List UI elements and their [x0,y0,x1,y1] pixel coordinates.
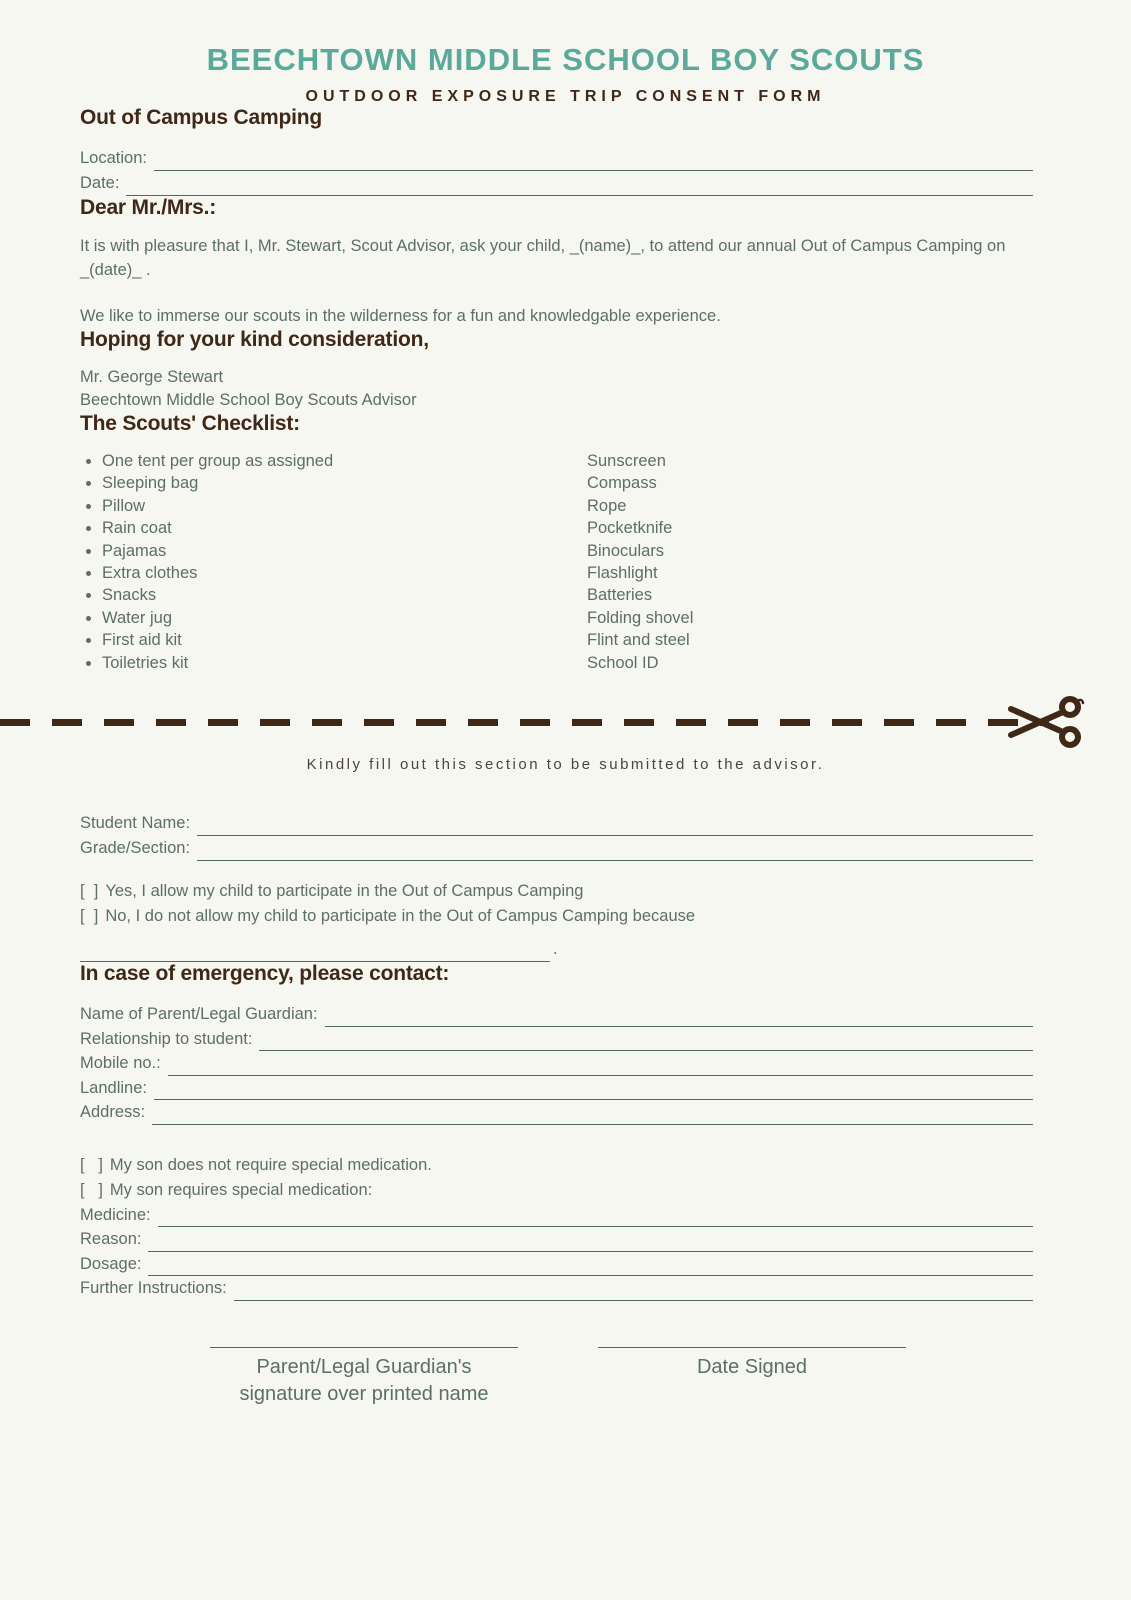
cut-line-row [0,694,1131,750]
requires-medication-label: My son requires special medication: [109,1180,373,1199]
reason-field-row [80,1227,1033,1252]
masthead [0,0,1131,106]
mobile-field-row [80,1051,1033,1076]
consent-reason-suffix: . [553,940,558,959]
trip-heading: Out of Campus Camping [80,106,322,129]
emergency-heading: In case of emergency, please contact: [80,962,450,986]
landline-input-line[interactable] [154,1080,1033,1100]
checklist-item: First aid kit [80,629,587,651]
signature-section [0,1347,1131,1408]
grade-section-label: Grade/Section: [80,839,191,858]
landline-label: Landline: [80,1078,147,1097]
relationship-input-line[interactable] [259,1031,1033,1051]
student-name-input-line[interactable] [197,816,1033,836]
guardian-signature-line[interactable] [210,1347,518,1348]
medicine-label: Medicine: [80,1205,151,1224]
trip-info-section [0,106,1131,196]
medicine-field-row [80,1203,1033,1228]
consent-yes-row [80,879,1033,904]
advisor-name: Mr. George Stewart [80,368,224,386]
further-instructions-label: Further Instructions: [80,1279,227,1298]
consent-yes-label: Yes, I allow my child to participate in the Out of Campus Camping [105,882,584,901]
scissors-icon [1003,694,1089,750]
date-signed-block [598,1347,906,1408]
location-field-row [80,146,1033,171]
consent-no-label: No, I do not allow my child to participate in the Out of Campus Camping because [105,907,696,926]
address-field-row [80,1100,1033,1125]
checklist-item: Folding shovel [587,608,694,627]
grade-section-input-line[interactable] [197,841,1033,861]
guardian-signature-block [210,1347,518,1408]
student-name-label: Student Name: [80,814,191,833]
landline-field-row [80,1076,1033,1101]
address-label: Address: [80,1103,146,1122]
page-subtitle: OUTDOOR EXPOSURE TRIP CONSENT FORM [305,88,826,105]
no-medication-label: My son does not require special medication. [109,1155,432,1174]
letter-closing: Hoping for your kind consideration, [80,328,429,351]
reason-input-line[interactable] [148,1232,1033,1252]
checklist-item: Pillow [80,495,587,517]
checklist-item: Extra clothes [80,562,587,584]
guardian-name-label: Name of Parent/Legal Guardian: [80,1005,318,1024]
consent-reason-input-line[interactable] [80,942,550,962]
checklist-item: Sunscreen [587,452,666,470]
letter-paragraph-2: We like to immerse our scouts in the wilderness for a fun and knowledgable experience. [80,307,721,325]
checklist-item: Pocketknife [587,519,673,538]
guardian-signature-caption-line2: signature over printed name [239,1382,489,1405]
checklist-left-column [80,450,587,674]
advisor-title: Beechtown Middle School Boy Scouts Advisor [80,391,417,409]
dosage-input-line[interactable] [148,1256,1033,1276]
mobile-label: Mobile no.: [80,1054,161,1073]
advisor-signature-block [80,366,1033,412]
address-input-line[interactable] [152,1105,1033,1125]
location-input-line[interactable] [154,151,1033,171]
relationship-field-row [80,1027,1033,1052]
checklist-item: Flint and steel [587,631,690,650]
checklist-item: Compass [587,474,657,493]
letter-section [0,196,1131,412]
date-label: Date: [80,174,120,192]
page-title: BEECHTOWN MIDDLE SCHOOL BOY SCOUTS [206,42,925,77]
checklist-item: School ID [587,653,659,672]
further-instructions-field-row [80,1276,1033,1301]
date-field-row [80,171,1033,196]
checklist-section [0,412,1131,674]
date-input-line[interactable] [126,176,1033,196]
checklist-item: Pajamas [80,540,587,562]
checklist-item: Snacks [80,584,587,606]
checklist-item: Flashlight [587,564,658,583]
guardian-signature-caption-line1: Parent/Legal Guardian's [256,1355,472,1378]
requires-medication-checkbox[interactable]: [ ] [80,1180,103,1199]
student-section [0,811,1131,962]
requires-medication-row [80,1178,1033,1203]
checklist-item: Toiletries kit [80,652,587,674]
consent-reason-row [80,937,1033,962]
consent-no-checkbox[interactable]: [ ] [80,907,99,926]
no-medication-row [80,1153,1033,1178]
letter-paragraph-1: It is with pleasure that I, Mr. Stewart, Scout Advisor, ask your child, _(name)_, to attend our annual Out of Campus Camping on _(date)_ . [80,237,1006,279]
emergency-section [0,962,1131,1301]
relationship-label: Relationship to student: [80,1029,253,1048]
checklist-heading: The Scouts' Checklist: [80,412,300,435]
salutation: Dear Mr./Mrs.: [80,196,217,219]
date-signed-caption: Date Signed [696,1355,808,1378]
checklist-item: Batteries [587,586,653,605]
dashed-cut-line [0,719,1049,726]
checklist-right-column [587,450,1033,674]
reason-label: Reason: [80,1230,142,1249]
date-signed-line[interactable] [598,1347,906,1348]
dosage-label: Dosage: [80,1254,142,1273]
cut-section-note: Kindly fill out this section to be submitted to the advisor. [306,756,825,774]
dosage-field-row [80,1252,1033,1277]
checklist-item: Binoculars [587,541,665,560]
location-label: Location: [80,149,147,167]
checklist-item: Sleeping bag [80,472,587,494]
consent-no-row [80,904,1033,929]
checklist-item: Rope [587,496,627,515]
checklist-item: One tent per group as assigned [80,450,587,472]
guardian-name-field-row [80,1002,1033,1027]
grade-section-field-row [80,836,1033,861]
checklist-item: Water jug [80,607,587,629]
mobile-input-line[interactable] [168,1056,1033,1076]
student-name-field-row [80,811,1033,836]
no-medication-checkbox[interactable]: [ ] [80,1155,103,1174]
checklist-item: Rain coat [80,517,587,539]
guardian-name-input-line[interactable] [325,1007,1033,1027]
medicine-input-line[interactable] [158,1207,1033,1227]
consent-yes-checkbox[interactable]: [ ] [80,882,99,901]
further-instructions-input-line[interactable] [234,1281,1033,1301]
